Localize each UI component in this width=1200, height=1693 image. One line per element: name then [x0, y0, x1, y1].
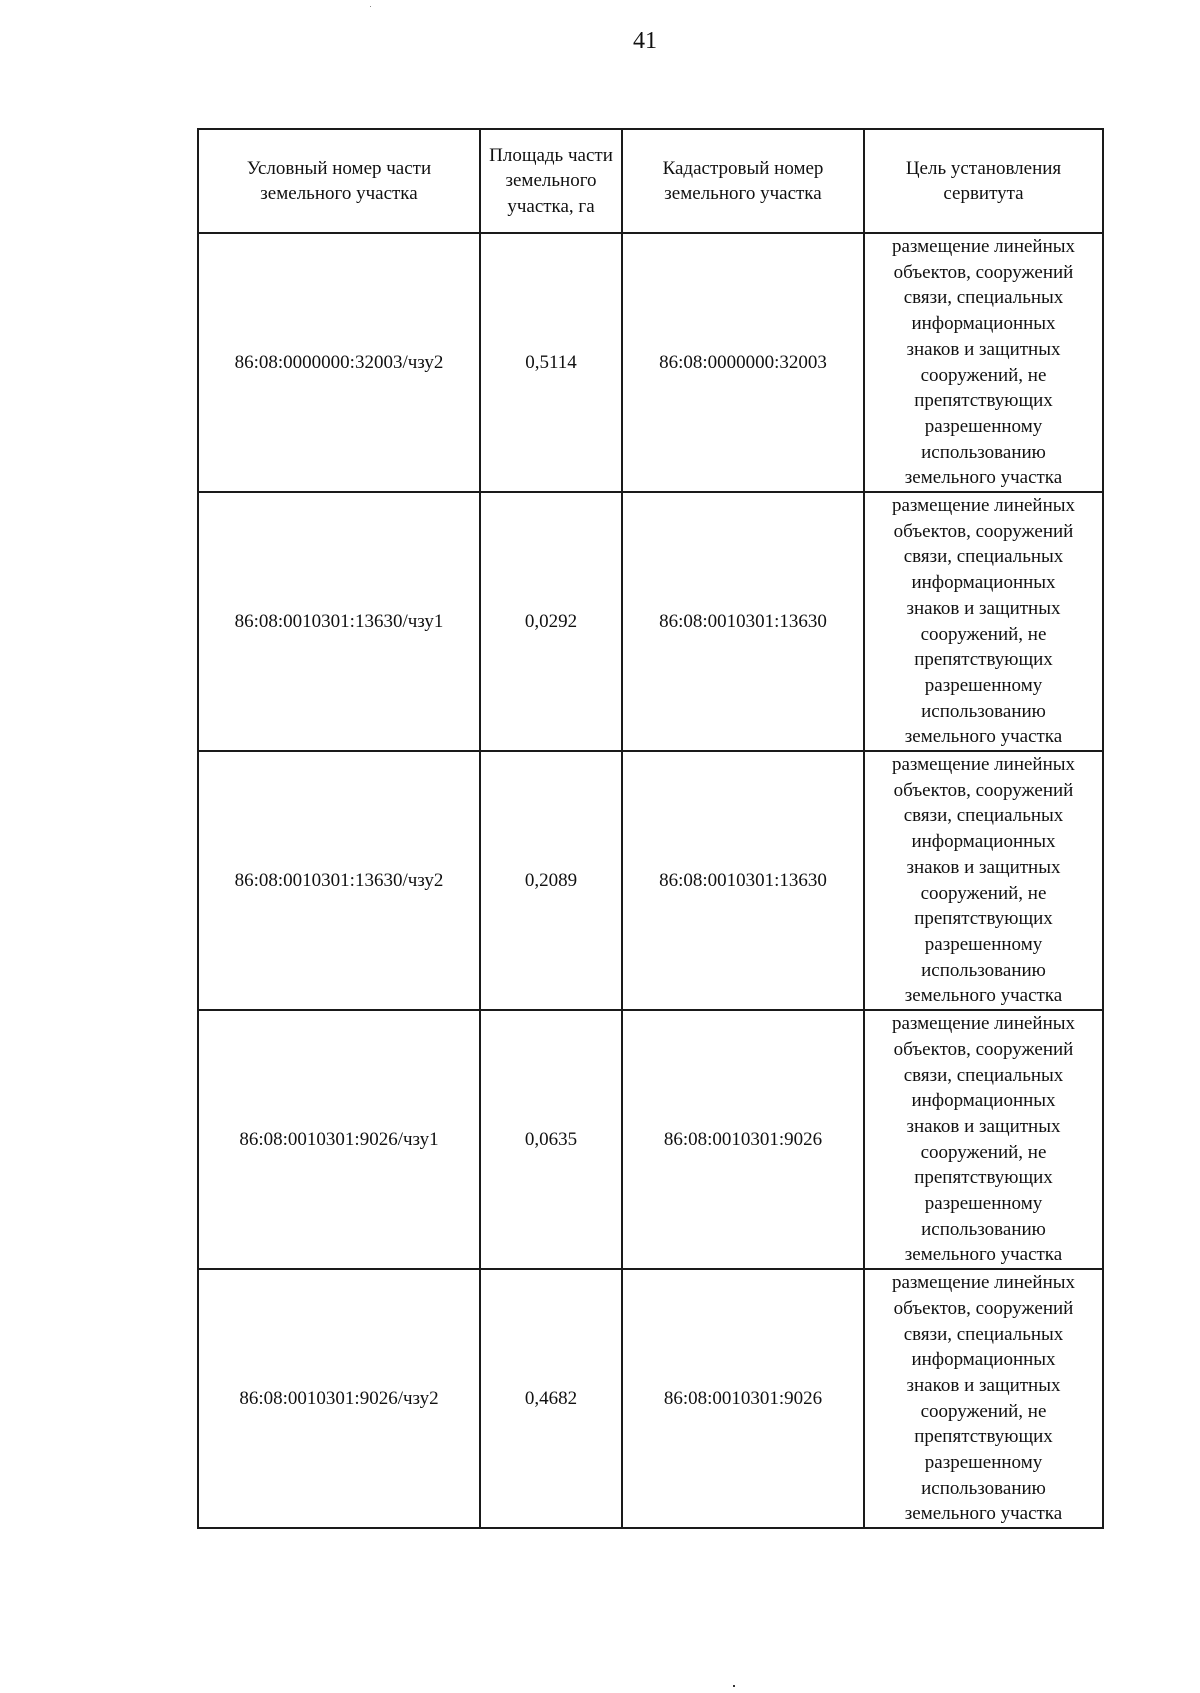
scan-speck	[370, 6, 371, 7]
header-row	[198, 129, 1103, 233]
cell-area: 0,2089	[480, 751, 622, 1010]
table-row	[198, 751, 1103, 1010]
header-cadastral-number: Кадастровый номер земельного участка	[622, 129, 864, 233]
cell-cadastral-number: 86:08:0010301:9026	[622, 1269, 864, 1528]
cell-part-number: 86:08:0010301:9026/чзу2	[198, 1269, 480, 1528]
table-row	[198, 1269, 1103, 1528]
cell-purpose: размещение линейных объектов, сооружений связи, специальных информационных знаков и защитных сооружений, не препятствующих разрешенному использованию земельного участка	[864, 1010, 1103, 1269]
table-body	[198, 233, 1103, 1528]
cell-part-number: 86:08:0010301:9026/чзу1	[198, 1010, 480, 1269]
cell-purpose: размещение линейных объектов, сооружений связи, специальных информационных знаков и защитных сооружений, не препятствующих разрешенному использованию земельного участка	[864, 233, 1103, 492]
cell-area: 0,0635	[480, 1010, 622, 1269]
page-number: 41	[633, 28, 657, 54]
cell-area: 0,0292	[480, 492, 622, 751]
cell-cadastral-number: 86:08:0010301:13630	[622, 751, 864, 1010]
table-header	[198, 129, 1103, 233]
cell-cadastral-number: 86:08:0010301:9026	[622, 1010, 864, 1269]
cell-part-number: 86:08:0010301:13630/чзу1	[198, 492, 480, 751]
cell-cadastral-number: 86:08:0010301:13630	[622, 492, 864, 751]
cell-purpose: размещение линейных объектов, сооружений связи, специальных информационных знаков и защитных сооружений, не препятствующих разрешенному использованию земельного участка	[864, 1269, 1103, 1528]
header-purpose: Цель установления сервитута	[864, 129, 1103, 233]
cell-part-number: 86:08:0000000:32003/чзу2	[198, 233, 480, 492]
cell-part-number: 86:08:0010301:13630/чзу2	[198, 751, 480, 1010]
easement-table	[197, 128, 1104, 1529]
cell-area: 0,4682	[480, 1269, 622, 1528]
scan-speck	[733, 1685, 735, 1687]
header-part-number: Условный номер части земельного участка	[198, 129, 480, 233]
cell-area: 0,5114	[480, 233, 622, 492]
cell-cadastral-number: 86:08:0000000:32003	[622, 233, 864, 492]
table-row	[198, 233, 1103, 492]
cell-purpose: размещение линейных объектов, сооружений связи, специальных информационных знаков и защитных сооружений, не препятствующих разрешенному использованию земельного участка	[864, 492, 1103, 751]
header-area: Площадь части земельного участка, га	[480, 129, 622, 233]
cell-purpose: размещение линейных объектов, сооружений связи, специальных информационных знаков и защитных сооружений, не препятствующих разрешенному использованию земельного участка	[864, 751, 1103, 1010]
table-row	[198, 1010, 1103, 1269]
table-row	[198, 492, 1103, 751]
